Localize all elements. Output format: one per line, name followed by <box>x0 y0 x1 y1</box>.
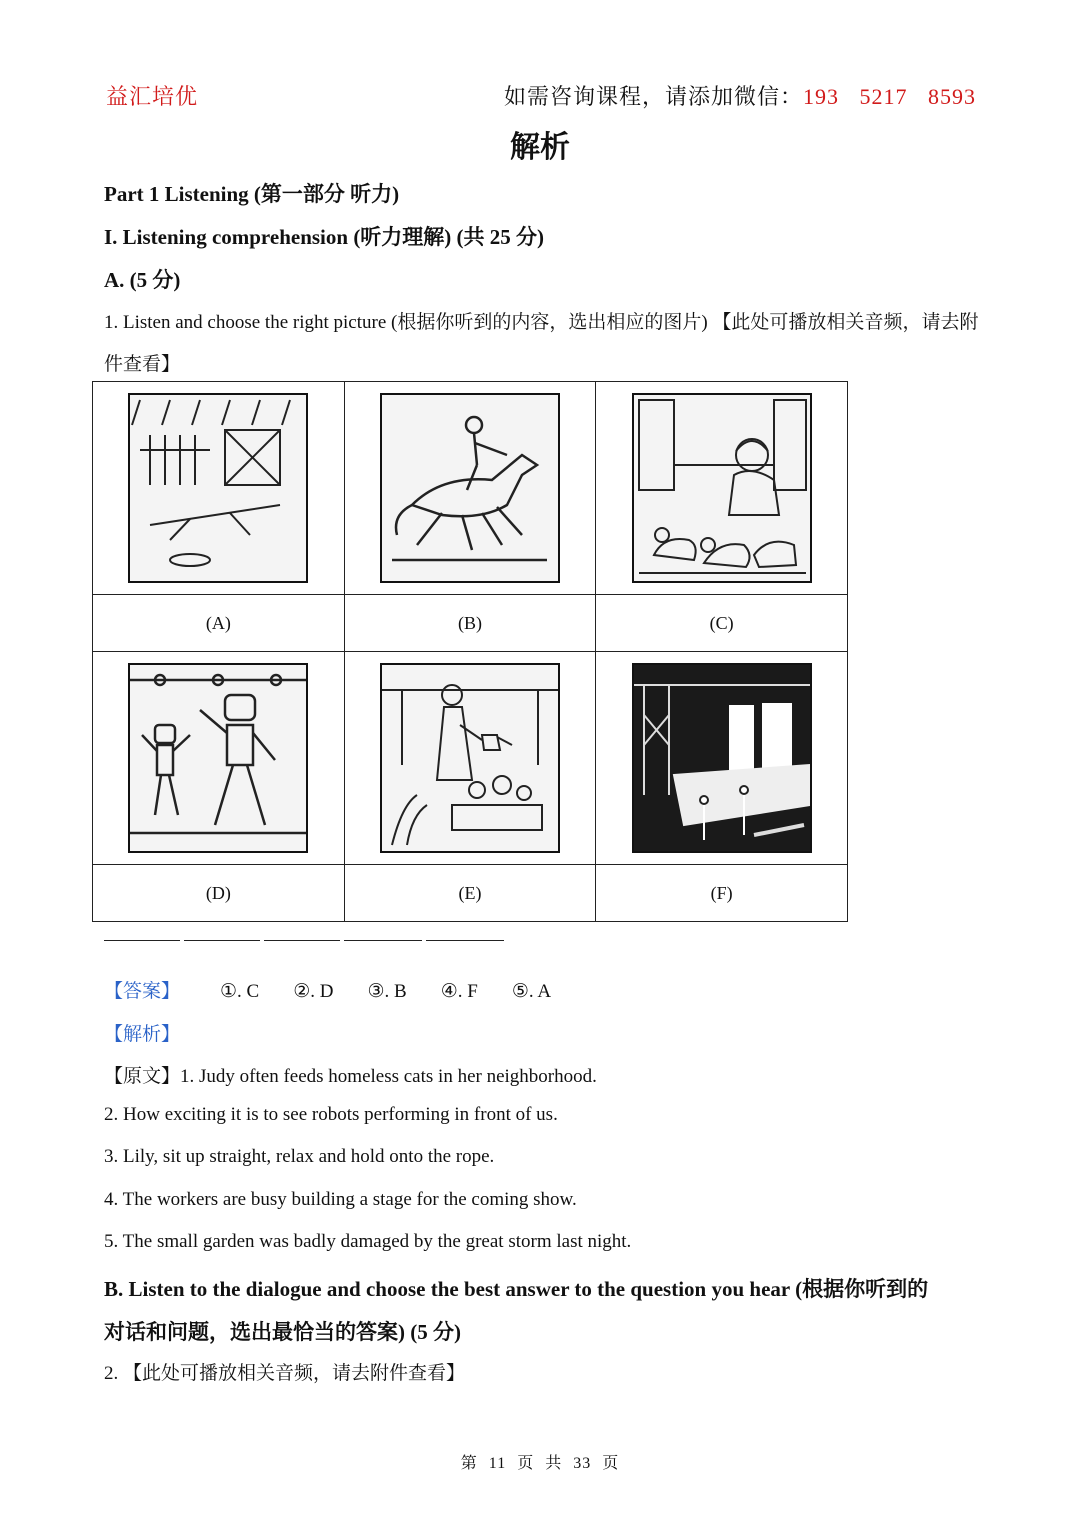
contact-phone: 193 5217 8593 <box>803 84 976 109</box>
picture-cell-a <box>93 382 345 595</box>
answer-item: ④. F <box>440 981 478 1002</box>
caption-e: (E) <box>344 865 596 922</box>
caption-d: (D) <box>93 865 345 922</box>
watering-garden-icon <box>380 663 560 853</box>
original-line: 1. Judy often feeds homeless cats in her neighborhood. <box>180 1066 597 1087</box>
answer-blank-4[interactable] <box>344 940 422 941</box>
part-heading: Part 1 Listening (第一部分 听力) <box>104 182 400 206</box>
original-line: 4. The workers are busy building a stage for the coming show. <box>104 1189 577 1210</box>
original-line: 3. Lily, sit up straight, relax and hold onto the rope. <box>104 1146 495 1167</box>
picture-cell-b <box>344 382 596 595</box>
analysis-label: 【解析】 <box>104 1024 181 1045</box>
caption-f: (F) <box>596 865 848 922</box>
answer-item: ②. D <box>293 981 334 1002</box>
question-1-text-cont: 件查看】 <box>104 354 181 375</box>
section-i-heading: I. Listening comprehension (听力理解) (共 25 分) <box>104 225 545 249</box>
answer-blank-5[interactable] <box>426 940 504 941</box>
original-text-1 <box>104 1061 597 1088</box>
caption-b: (B) <box>344 595 596 652</box>
stage-building-icon <box>632 663 812 853</box>
caption-a: (A) <box>93 595 345 652</box>
page-title: 解析 <box>510 131 570 164</box>
answer-blank-2[interactable] <box>184 940 260 941</box>
answer-label: 【答案】 <box>104 981 181 1002</box>
answer-item: ①. C <box>220 981 260 1002</box>
contact-prefix: 如需咨询课程，请添加微信： <box>503 84 803 109</box>
original-line: 2. How exciting it is to see robots performing in front of us. <box>104 1104 558 1125</box>
girl-feeding-cats-icon <box>632 393 812 583</box>
dancing-robots-icon <box>128 663 308 853</box>
page-number: 第 11 页 共 33 页 <box>460 1455 620 1472</box>
picture-cell-c <box>596 382 848 595</box>
storm-garden-icon <box>128 393 308 583</box>
section-a-heading: A. (5 分) <box>104 268 181 292</box>
answer-blank-3[interactable] <box>264 940 340 941</box>
question-1-text: 1. Listen and choose the right picture (根据你听到的内容，选出相应的图片) 【此处可播放相关音频，请去附 <box>104 312 979 333</box>
question-2-text: 2. 【此处可播放相关音频，请去附件查看】 <box>104 1363 466 1384</box>
original-label: 【原文】 <box>104 1066 181 1087</box>
picture-grid <box>92 381 848 922</box>
picture-cell-e <box>344 652 596 865</box>
brand-name: 益汇培优 <box>106 84 199 109</box>
answer-blank-1[interactable] <box>104 940 180 941</box>
answer-row <box>104 976 585 1003</box>
section-b-heading-cont: 对话和问题，选出最恰当的答案) (5 分) <box>104 1320 461 1344</box>
caption-c: (C) <box>596 595 848 652</box>
section-b-heading: B. Listen to the dialogue and choose the best answer to the question you hear (根据你听到的 <box>104 1277 929 1301</box>
answer-item: ③. B <box>367 981 407 1002</box>
horse-rider-icon <box>380 393 560 583</box>
original-line: 5. The small garden was badly damaged by the great storm last night. <box>104 1231 632 1252</box>
picture-cell-d <box>93 652 345 865</box>
picture-cell-f <box>596 652 848 865</box>
answer-item: ⑤. A <box>511 981 552 1002</box>
contact-info <box>504 80 976 111</box>
